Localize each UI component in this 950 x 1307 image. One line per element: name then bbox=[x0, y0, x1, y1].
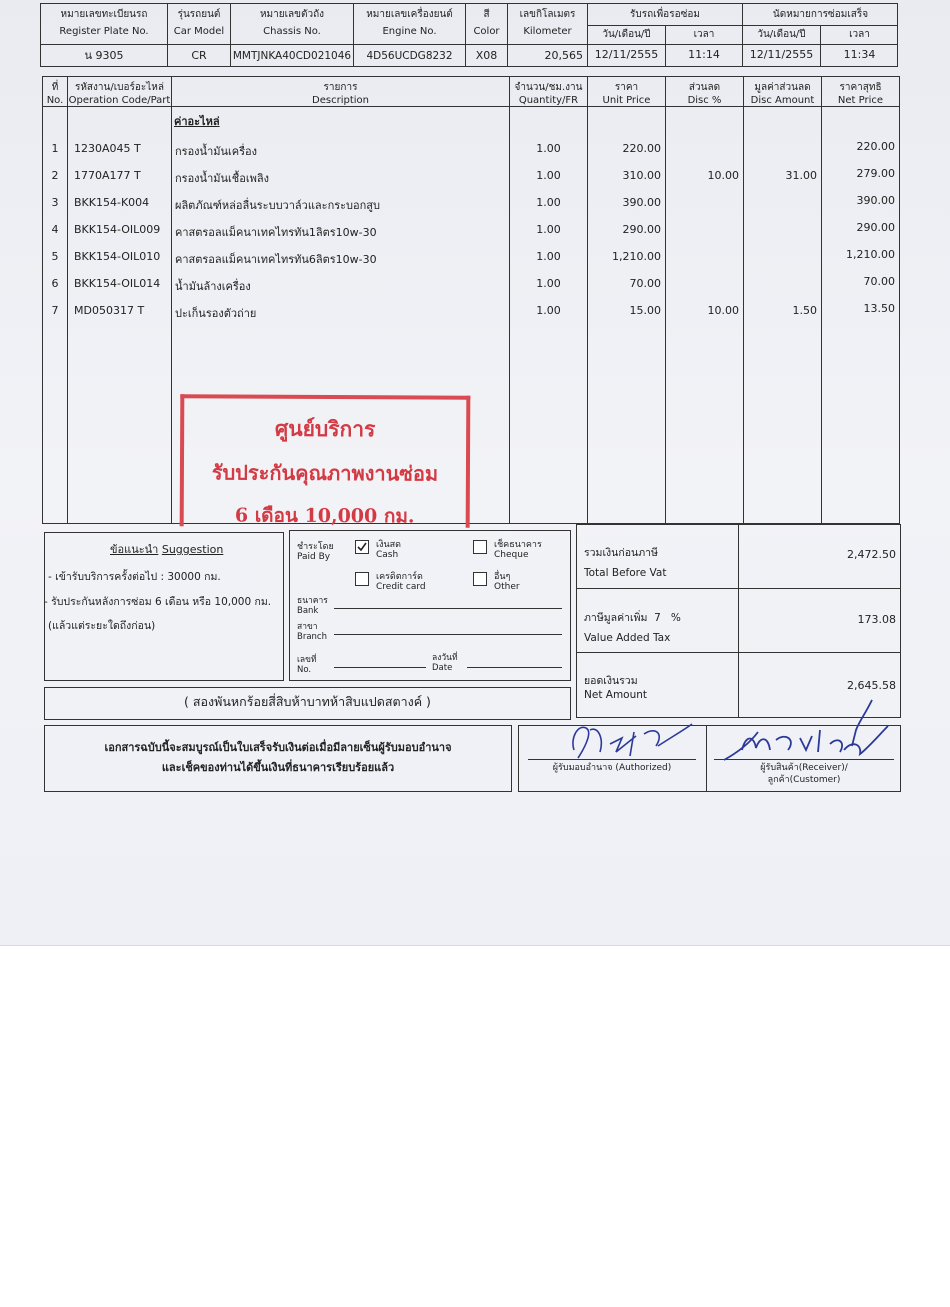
row-qty: 1.00 bbox=[536, 223, 561, 236]
authorized-signature bbox=[560, 708, 700, 768]
number-label: เลขที่ No. bbox=[297, 655, 317, 675]
col-disc-header: ส่วนลด Disc % bbox=[687, 82, 722, 106]
col-no-header: ที่ No. bbox=[46, 82, 64, 106]
appointment-time-value: 11:34 bbox=[843, 48, 876, 61]
row-net: 220.00 bbox=[856, 140, 895, 153]
row-net: 70.00 bbox=[863, 275, 895, 288]
cash-label: เงินสด Cash bbox=[376, 540, 401, 561]
row-code: 1770A177 T bbox=[74, 169, 141, 182]
paid-by-label: ชำระโดย Paid By bbox=[297, 542, 334, 563]
stamp-line-2: รับประกันคุณภาพงานซ่อม bbox=[211, 460, 439, 486]
row-code: BKK154-OIL009 bbox=[74, 223, 161, 236]
date-label: ลงวันที่ Date bbox=[432, 653, 458, 673]
cheque-label: เช็คธนาคาร Cheque bbox=[494, 540, 542, 561]
appointment-time-label: เวลา bbox=[849, 29, 870, 40]
row-qty: 1.00 bbox=[536, 196, 561, 209]
col-qty-header: จำนวน/ชม.งาน Quantity/FR bbox=[514, 82, 583, 106]
row-code: BKK154-K004 bbox=[74, 196, 150, 209]
branch-label: สาขา Branch bbox=[297, 622, 327, 642]
amount-in-words: ( สองพันหกร้อยสี่สิบห้าบาทห้าสิบแปดสตางค์ ) bbox=[184, 694, 431, 709]
color-label: สี Color bbox=[473, 9, 500, 37]
col-net-header: ราคาสุทธิ Net Price bbox=[837, 82, 884, 106]
section-title: ค่าอะไหล่ bbox=[174, 115, 220, 128]
received-date-value: 12/11/2555 bbox=[594, 48, 659, 61]
authorized-label: ผู้รับมอบอำนาจ (Authorized) bbox=[552, 763, 672, 773]
row-no: 4 bbox=[51, 223, 59, 236]
row-net: 390.00 bbox=[856, 194, 895, 207]
row-qty: 1.00 bbox=[536, 169, 561, 182]
received-time-label: เวลา bbox=[693, 29, 715, 40]
row-code: 1230A045 T bbox=[74, 142, 141, 155]
appointment-label: นัดหมายการซ่อมเสร็จ bbox=[772, 9, 869, 20]
warranty-stamp bbox=[180, 394, 471, 528]
vat-label: ภาษีมูลค่าเพิ่ม 7 % Value Added Tax bbox=[584, 612, 681, 644]
net-amount-value: 2,645.58 bbox=[847, 679, 896, 692]
row-net: 279.00 bbox=[856, 167, 895, 180]
row-desc: กรองน้ำมันเครื่อง bbox=[175, 145, 258, 158]
row-no: 1 bbox=[51, 142, 59, 155]
cash-checkbox[interactable] bbox=[355, 540, 369, 554]
vat-value: 173.08 bbox=[857, 613, 896, 626]
other-label: อื่นๆ Other bbox=[494, 572, 520, 593]
row-disc: 10.00 bbox=[707, 304, 739, 317]
row-discamt: 31.00 bbox=[785, 169, 817, 182]
receiver-label: ผู้รับสินค้า(Receiver)/ bbox=[760, 763, 848, 773]
row-price: 15.00 bbox=[629, 304, 661, 317]
color-value: X08 bbox=[475, 49, 498, 62]
engine-value: 4D56UCDG8232 bbox=[366, 50, 453, 62]
row-desc: คาสตรอลแม็คนาเทคไทรทัน1ลิตร10w-30 bbox=[175, 226, 377, 239]
row-disc: 10.00 bbox=[707, 169, 739, 182]
credit-card-label: เครดิตการ์ด Credit card bbox=[376, 572, 426, 593]
row-price: 70.00 bbox=[629, 277, 661, 290]
row-no: 3 bbox=[51, 196, 59, 209]
suggestion-line-1: - เข้ารับบริการครั้งต่อไป : 30000 กม. bbox=[48, 571, 221, 583]
row-desc: ปะเก็นรองตัวถ่าย bbox=[175, 307, 257, 320]
col-code-header: รหัสงาน/เบอร์อะไหล่ Operation Code/Part bbox=[68, 82, 171, 106]
row-qty: 1.00 bbox=[536, 304, 561, 317]
branch-field[interactable] bbox=[334, 634, 562, 635]
received-label: รับรถเพื่อรอซ่อม bbox=[630, 9, 700, 20]
row-price: 390.00 bbox=[622, 196, 661, 209]
notice-line-2: และเช็คของท่านได้ขึ้นเงินที่ธนาคารเรียบร้อยแล้ว bbox=[161, 761, 395, 774]
row-no: 2 bbox=[51, 169, 59, 182]
received-date-label: วัน/เดือน/ปี bbox=[602, 29, 651, 40]
before-vat-label: รวมเงินก่อนภาษี Total Before Vat bbox=[584, 547, 667, 579]
other-checkbox[interactable] bbox=[473, 572, 487, 586]
row-desc: คาสตรอลแม็คนาเทคไทรทัน6ลิตร10w-30 bbox=[175, 253, 377, 266]
plate-label: หมายเลขทะเบียนรถ Register Plate No. bbox=[59, 9, 149, 37]
row-desc: น้ำมันล้างเครื่อง bbox=[175, 280, 251, 293]
row-desc: กรองน้ำมันเชื้อเพลิง bbox=[175, 172, 269, 185]
row-no: 5 bbox=[51, 250, 59, 263]
stamp-line-3: 6 เดือน 10,000 กม. bbox=[234, 504, 415, 528]
bank-field[interactable] bbox=[334, 608, 562, 609]
cheque-checkbox[interactable] bbox=[473, 540, 487, 554]
row-price: 1,210.00 bbox=[612, 250, 661, 263]
row-code: BKK154-OIL010 bbox=[74, 250, 161, 263]
before-vat-value: 2,472.50 bbox=[847, 548, 896, 561]
car-model-value: CR bbox=[191, 49, 207, 62]
col-desc-header: รายการ Description bbox=[312, 82, 369, 106]
chassis-value: MMTJNKA40CD021046 bbox=[232, 50, 352, 62]
row-price: 310.00 bbox=[622, 169, 661, 182]
col-price-header: ราคา Unit Price bbox=[602, 82, 651, 106]
suggestion-line-2: - รับประกันหลังการซ่อม 6 เดือน หรือ 10,000 กม. bbox=[44, 596, 272, 608]
row-price: 290.00 bbox=[622, 223, 661, 236]
notice-box bbox=[44, 725, 512, 792]
row-qty: 1.00 bbox=[536, 142, 561, 155]
suggestion-line-3: (แล้วแต่ระยะใดถึงก่อน) bbox=[48, 620, 156, 632]
row-qty: 1.00 bbox=[536, 250, 561, 263]
check-icon bbox=[356, 541, 368, 553]
customer-label: ลูกค้า(Customer) bbox=[767, 775, 841, 785]
customer-signature bbox=[712, 690, 892, 770]
received-time-value: 11:14 bbox=[688, 48, 720, 61]
row-qty: 1.00 bbox=[536, 277, 561, 290]
row-code: BKK154-OIL014 bbox=[74, 277, 161, 290]
row-no: 6 bbox=[51, 277, 59, 290]
col-discamt-header: มูลค่าส่วนลด Disc Amount bbox=[750, 82, 815, 106]
row-net: 13.50 bbox=[863, 302, 895, 315]
appointment-date-value: 12/11/2555 bbox=[749, 48, 814, 61]
stamp-line-1: ศูนย์บริการ bbox=[274, 415, 376, 442]
net-amount-label: ยอดเงินรวม Net Amount bbox=[584, 675, 648, 701]
row-price: 220.00 bbox=[622, 142, 661, 155]
appointment-date-label: วัน/เดือน/ปี bbox=[757, 29, 806, 40]
suggestion-title: ข้อแนะนำ Suggestion bbox=[110, 543, 224, 556]
engine-label: หมายเลขเครื่องยนต์ Engine No. bbox=[366, 9, 453, 37]
car-model-label: รุ่นรถยนต์ Car Model bbox=[173, 9, 225, 37]
row-code: MD050317 T bbox=[74, 304, 145, 317]
date-field[interactable] bbox=[467, 667, 562, 668]
row-net: 290.00 bbox=[856, 221, 895, 234]
kilometer-label: เลขกิโลเมตร Kilometer bbox=[519, 9, 576, 37]
chassis-label: หมายเลขตัวถัง Chassis No. bbox=[259, 9, 325, 37]
row-no: 7 bbox=[51, 304, 59, 317]
row-discamt: 1.50 bbox=[792, 304, 817, 317]
plate-value: น 9305 bbox=[84, 49, 124, 62]
notice-line-1: เอกสารฉบับนี้จะสมบูรณ์เป็นใบเสร็จรับเงินต่อเมื่อมีลายเซ็นผู้รับมอบอำนาจ bbox=[104, 741, 452, 754]
bank-label: ธนาคาร Bank bbox=[297, 596, 328, 616]
number-field[interactable] bbox=[334, 667, 426, 668]
row-net: 1,210.00 bbox=[846, 248, 895, 261]
kilometer-value: 20,565 bbox=[544, 49, 583, 62]
credit-card-checkbox[interactable] bbox=[355, 572, 369, 586]
row-desc: ผลิตภัณฑ์หล่อลื่นระบบวาล์วและกระบอกสูบ bbox=[175, 199, 380, 212]
